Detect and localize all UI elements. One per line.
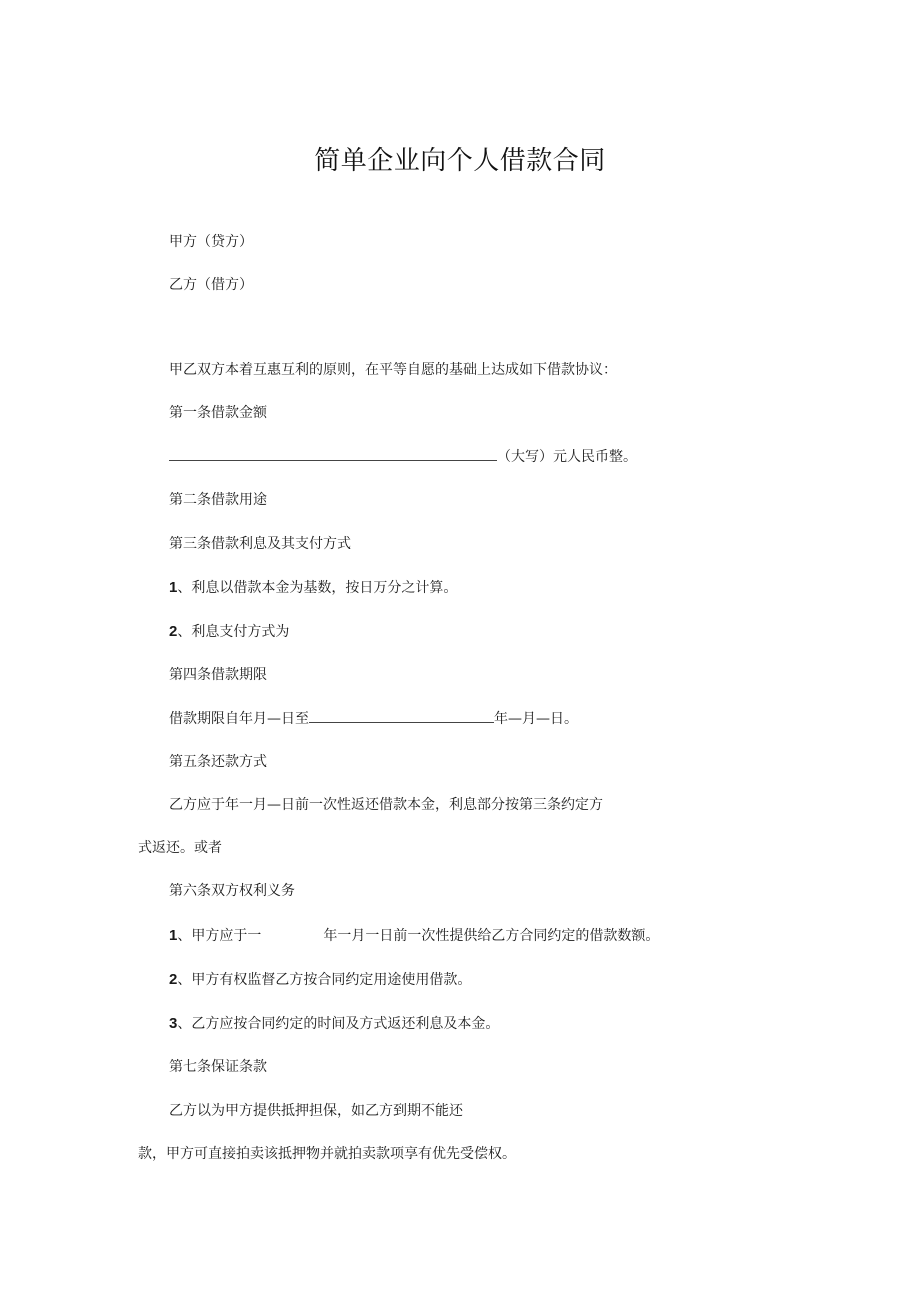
article-2-heading: 第二条借款用途 [169, 492, 267, 508]
article-4-term-line [169, 709, 578, 728]
article-6-item-1 [169, 927, 659, 945]
article-3-item-1 [169, 579, 457, 597]
amount-blank [169, 447, 497, 461]
document-title: 简单企业向个人借款合同 [314, 146, 606, 176]
item-number: 1 [169, 927, 178, 944]
item-number: 2 [169, 623, 178, 640]
article-6-heading: 第六条双方权利义务 [169, 883, 295, 899]
term-text-after: 年—月—日。 [494, 711, 578, 727]
item-number: 3 [169, 1015, 178, 1032]
article-6-item-2 [169, 971, 471, 989]
article-3-heading: 第三条借款利息及其支付方式 [169, 536, 351, 552]
article-5-text-line-2: 式返还。或者 [138, 840, 222, 856]
party-a-line: 甲方（贷方） [169, 234, 253, 250]
article-7-text-line-1: 乙方以为甲方提供抵押担保，如乙方到期不能还 [169, 1103, 463, 1119]
article-4-heading: 第四条借款期限 [169, 667, 267, 683]
item-text: 、甲方有权监督乙方按合同约定用途使用借款。 [177, 972, 472, 988]
term-blank [309, 709, 494, 723]
article-1-heading: 第一条借款金额 [169, 405, 267, 421]
article-7-text-line-2: 款，甲方可直接拍卖该抵押物并就拍卖款项享有优先受偿权。 [138, 1146, 516, 1162]
item-text-a: 、甲方应于一 [177, 928, 262, 944]
article-5-heading: 第五条还款方式 [169, 754, 267, 770]
article-7-heading: 第七条保证条款 [169, 1059, 267, 1075]
article-3-item-2 [169, 623, 289, 641]
item-text: 、乙方应按合同约定的时间及方式返还利息及本金。 [177, 1016, 500, 1032]
party-b-line: 乙方（借方） [169, 277, 253, 293]
article-5-text-line-1: 乙方应于年一月—日前一次性返还借款本金，利息部分按第三条约定方 [169, 797, 603, 813]
article-6-item-3 [169, 1015, 499, 1033]
item-number: 1 [169, 579, 178, 596]
item-text: 、利息支付方式为 [177, 624, 290, 640]
preamble-text: 甲乙双方本着互惠互利的原则，在平等自愿的基础上达成如下借款协议： [169, 362, 617, 378]
item-number: 2 [169, 971, 178, 988]
article-1-amount-line [169, 447, 637, 466]
item-text-b: 年一月一日前一次性提供给乙方合同约定的借款数额。 [323, 928, 660, 944]
item-text: 、利息以借款本金为基数，按日万分之计算。 [177, 580, 458, 596]
term-text-before: 借款期限自年月—日至 [169, 711, 309, 727]
amount-suffix: （大写）元人民币整。 [497, 449, 637, 465]
